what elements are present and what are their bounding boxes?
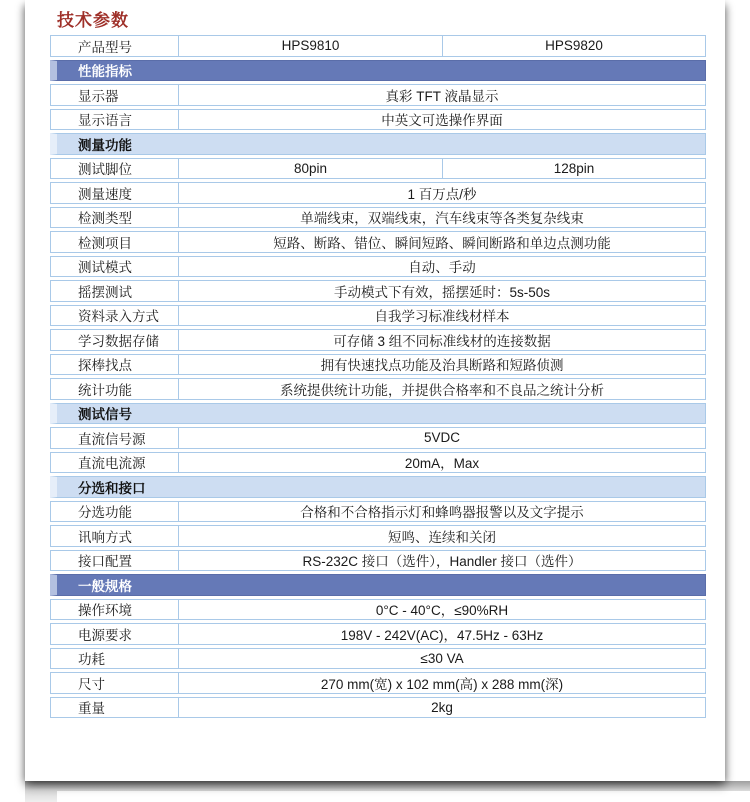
row-label: 学习数据存储 bbox=[78, 333, 159, 349]
row-value: 真彩 TFT 液晶显示 bbox=[178, 85, 705, 105]
row-label: 检测项目 bbox=[78, 235, 132, 251]
row-label: 测试模式 bbox=[78, 260, 132, 276]
row-label: 功耗 bbox=[78, 652, 105, 668]
section-header bbox=[50, 133, 706, 155]
row-value: 单端线束，双端线束，汽车线束等各类复杂线束 bbox=[178, 208, 705, 228]
table-row bbox=[50, 84, 706, 106]
row-value: 自动、手动 bbox=[178, 257, 705, 277]
table-row bbox=[50, 207, 706, 229]
row-value: 1 百万点/秒 bbox=[178, 183, 705, 203]
page-title: 技术参数 bbox=[57, 11, 129, 30]
section-title: 测量功能 bbox=[78, 137, 132, 153]
table-row bbox=[50, 623, 706, 645]
table-row bbox=[50, 672, 706, 694]
table-row bbox=[50, 329, 706, 351]
section-header bbox=[50, 403, 706, 425]
row-label: 分选功能 bbox=[78, 505, 132, 521]
row-value-left: 80pin bbox=[178, 159, 442, 179]
spec-table bbox=[50, 35, 706, 718]
table-row bbox=[50, 231, 706, 253]
section-header bbox=[50, 574, 706, 596]
row-value: 198V - 242V(AC)，47.5Hz - 63Hz bbox=[178, 624, 705, 644]
row-value: 5VDC bbox=[178, 428, 705, 448]
row-label: 尺寸 bbox=[78, 676, 105, 692]
row-value-left: HPS9810 bbox=[178, 36, 442, 56]
table-row bbox=[50, 35, 706, 57]
row-label: 重量 bbox=[78, 701, 105, 717]
row-label: 检测类型 bbox=[78, 211, 132, 227]
row-value: 手动模式下有效，摇摆延时：5s-50s bbox=[178, 281, 705, 301]
row-label: 电源要求 bbox=[78, 627, 132, 643]
table-row bbox=[50, 305, 706, 327]
section-header bbox=[50, 476, 706, 498]
row-value: 2kg bbox=[178, 698, 705, 718]
row-value: RS-232C 接口（选件），Handler 接口（选件） bbox=[178, 551, 705, 571]
row-label: 讯响方式 bbox=[78, 529, 132, 545]
row-value: 拥有快速找点功能及治具断路和短路侦测 bbox=[178, 355, 705, 375]
row-value: 0°C - 40°C，≤90%RH bbox=[178, 600, 705, 620]
table-row bbox=[50, 697, 706, 719]
row-label: 统计功能 bbox=[78, 382, 132, 398]
row-value: 短鸣、连续和关闭 bbox=[178, 526, 705, 546]
next-card-top-strip bbox=[57, 791, 750, 802]
table-row bbox=[50, 256, 706, 278]
row-value: 自我学习标准线材样本 bbox=[178, 306, 705, 326]
row-label: 资料录入方式 bbox=[78, 309, 159, 325]
spec-card bbox=[25, 0, 725, 781]
table-row bbox=[50, 354, 706, 376]
section-title: 性能指标 bbox=[78, 64, 132, 80]
row-value: 270 mm(宽) x 102 mm(高) x 288 mm(深) bbox=[178, 673, 705, 693]
row-value: ≤30 VA bbox=[178, 649, 705, 669]
row-value: 短路、断路、错位、瞬间短路、瞬间断路和单边点测功能 bbox=[178, 232, 705, 252]
section-title: 分选和接口 bbox=[78, 480, 146, 496]
row-label: 直流信号源 bbox=[78, 431, 146, 447]
section-title: 测试信号 bbox=[78, 407, 132, 423]
row-label: 显示语言 bbox=[78, 113, 132, 129]
row-value-right: 128pin bbox=[442, 159, 705, 179]
row-label: 测试脚位 bbox=[78, 162, 132, 178]
row-label: 产品型号 bbox=[78, 39, 132, 55]
table-row bbox=[50, 182, 706, 204]
table-row bbox=[50, 501, 706, 523]
row-value: 中英文可选操作界面 bbox=[178, 110, 705, 130]
row-value: 系统提供统计功能，并提供合格率和不良品之统计分析 bbox=[178, 379, 705, 399]
row-value-right: HPS9820 bbox=[442, 36, 705, 56]
table-row bbox=[50, 280, 706, 302]
row-label: 直流电流源 bbox=[78, 456, 146, 472]
table-row bbox=[50, 550, 706, 572]
table-row bbox=[50, 599, 706, 621]
table-row bbox=[50, 452, 706, 474]
table-row bbox=[50, 378, 706, 400]
section-header bbox=[50, 60, 706, 82]
table-row bbox=[50, 525, 706, 547]
row-label: 显示器 bbox=[78, 88, 119, 104]
row-label: 操作环境 bbox=[78, 603, 132, 619]
row-label: 测量速度 bbox=[78, 186, 132, 202]
row-value: 可存储 3 组不同标准线材的连接数据 bbox=[178, 330, 705, 350]
table-row bbox=[50, 109, 706, 131]
row-label: 摇摆测试 bbox=[78, 284, 132, 300]
row-label: 探棒找点 bbox=[78, 358, 132, 374]
row-value: 20mA，Max bbox=[178, 453, 705, 473]
row-label: 接口配置 bbox=[78, 554, 132, 570]
section-title: 一般规格 bbox=[78, 578, 132, 594]
row-value: 合格和不合格指示灯和蜂鸣器报警以及文字提示 bbox=[178, 502, 705, 522]
table-row bbox=[50, 648, 706, 670]
table-row bbox=[50, 427, 706, 449]
table-row bbox=[50, 158, 706, 180]
